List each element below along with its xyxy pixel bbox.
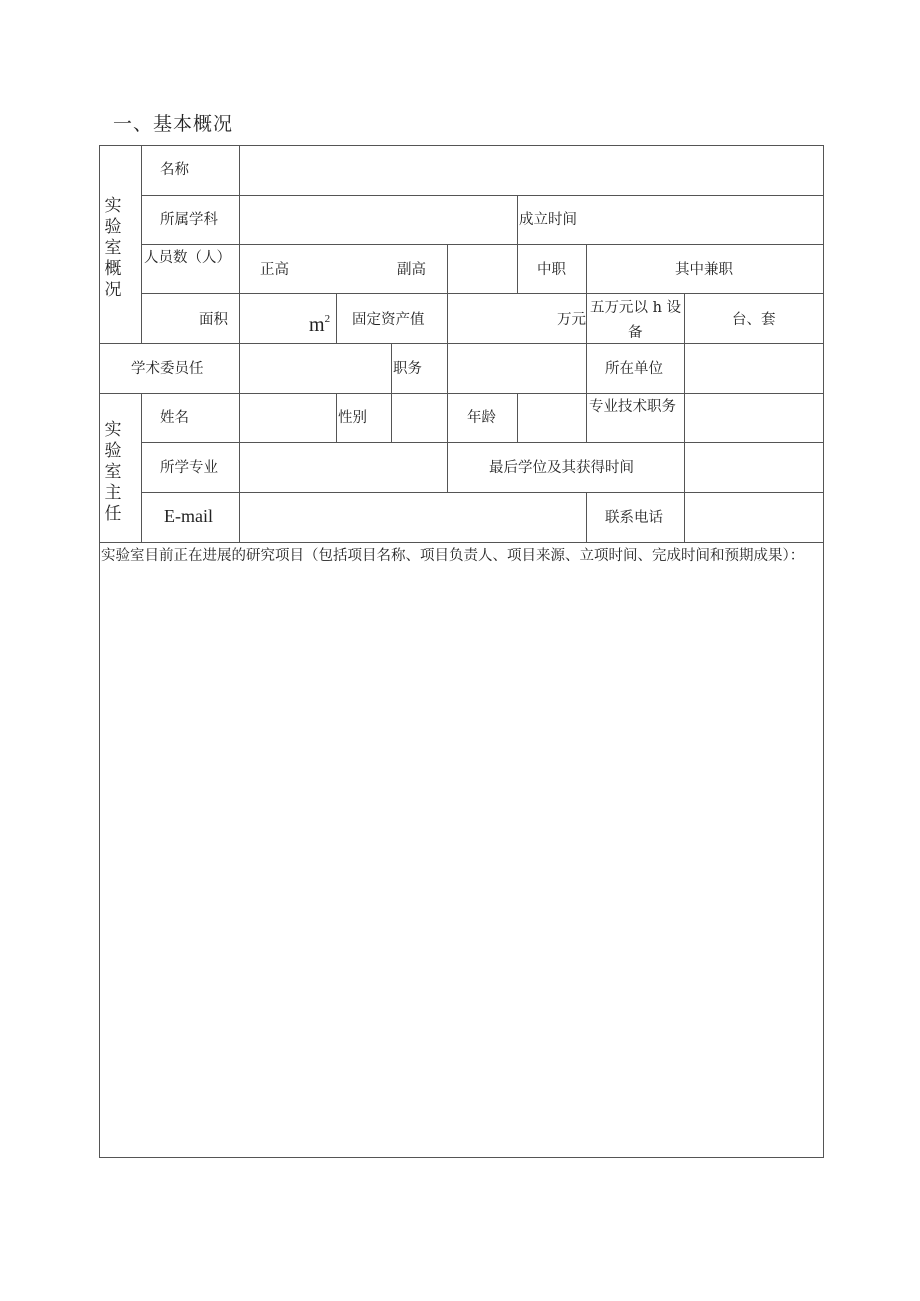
discipline-label: 所属学科 [160,212,218,228]
equipment-unit: 台、套 [732,312,776,328]
title-field[interactable] [684,393,824,443]
age-label: 年龄 [467,410,496,426]
director-name-label-cell [141,393,240,443]
name-field[interactable] [239,145,824,196]
email-label: E-mail [164,506,213,526]
name-label: 名称 [160,162,189,178]
degree-field[interactable] [684,442,824,493]
major-field[interactable] [239,442,448,493]
director-group-label: 实 验 室 主 任 [104,420,122,524]
associate-label: 副高 [397,262,426,278]
equipment-label-line1: 五万元以 h 设 [590,300,682,316]
assets-unit: 万元 [557,312,586,328]
section-heading: 一、基本概况 [113,113,234,135]
mid-label: 中职 [537,262,566,278]
part-time-label: 其中兼职 [675,262,733,278]
title-label: 专业技术职务 [589,399,676,415]
affiliation-label: 所在单位 [605,361,663,377]
area-unit: $m^2$ [309,313,331,336]
committee-chair-field[interactable] [239,343,392,394]
post-label: 职务 [393,361,422,377]
degree-label: 最后学位及其获得时间 [489,460,634,476]
phone-label: 联系电话 [605,510,663,526]
age-field[interactable] [517,393,587,443]
name-label-cell [141,145,240,196]
director-name-label: 姓名 [160,410,189,426]
post-field[interactable] [447,343,587,394]
gender-field[interactable] [391,393,448,443]
overview-group-label: 实 验 室 [104,196,122,258]
established-label: 成立时间 [519,212,577,228]
area-label: 面积 [199,312,228,328]
affiliation-field[interactable] [684,343,824,394]
associate-field[interactable] [447,244,518,294]
director-name-field[interactable] [239,393,337,443]
committee-chair-label: 学术委员任 [131,361,204,377]
research-note: 实验室目前正在进展的研究项目（包括项目名称、项目负责人、项目来源、立项时间、完成时间和预期成果）： [101,548,805,564]
overview-group-label-2: 概 况 [104,259,122,300]
senior-label: 正高 [260,262,289,278]
email-field[interactable] [239,492,587,543]
equipment-label-line2: 备 [628,325,643,341]
discipline-field[interactable] [239,195,518,245]
staff-count-label: 人员数（人） [144,250,231,266]
phone-field[interactable] [684,492,824,543]
major-label: 所学专业 [160,460,218,476]
gender-label: 性别 [338,410,367,426]
research-section[interactable] [99,542,824,1158]
fixed-assets-label: 固定资产值 [352,312,425,328]
